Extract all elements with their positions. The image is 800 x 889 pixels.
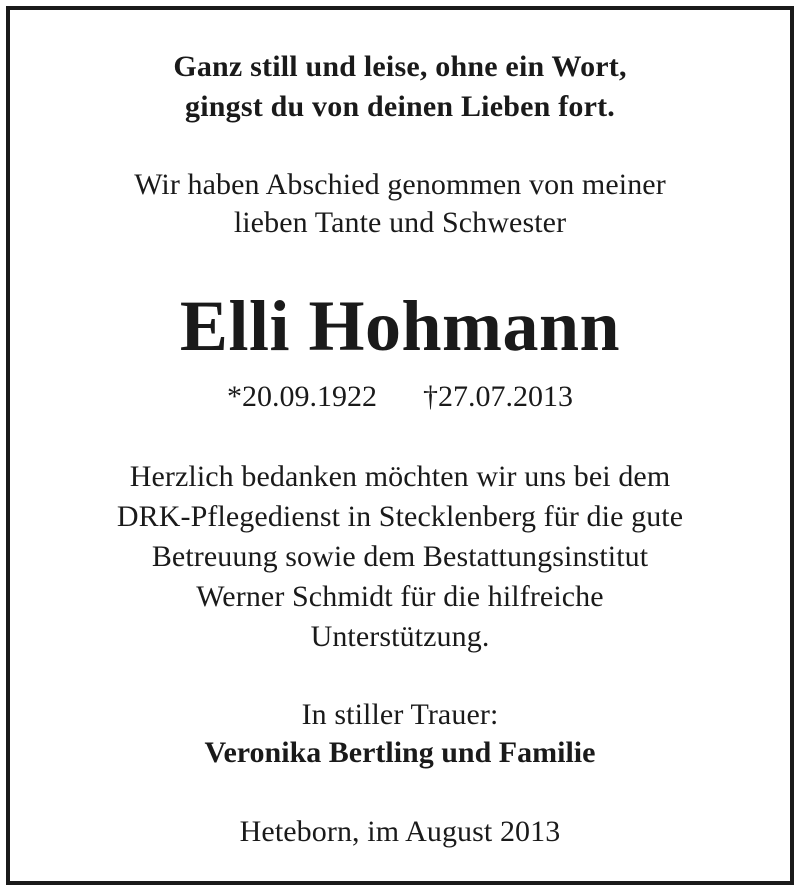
obituary-notice <box>6 6 794 885</box>
life-dates <box>10 380 790 414</box>
poem-line-2: gingst du von deinen Lieben fort. <box>185 90 615 123</box>
place-date: Heteborn, im August 2013 <box>239 815 561 848</box>
poem-line-1: Ganz still und leise, ohne ein Wort, <box>173 50 627 83</box>
death-date: †27.07.2013 <box>423 380 573 413</box>
family-signature: Veronika Bertling und Familie <box>204 736 596 769</box>
thanks-line-3: Betreuung sowie dem Bestattungsinstitut <box>151 540 649 573</box>
birth-date: *20.09.1922 <box>227 380 377 413</box>
intro-line-1: Wir haben Abschied genommen von meiner <box>134 168 666 201</box>
thanks-line-2: DRK-Pflegedienst in Stecklenberg für die gute <box>116 500 684 533</box>
thanks-line-4: Werner Schmidt für die hilfreiche <box>196 580 604 613</box>
thanks-line-1: Herzlich bedanken möchten wir uns bei dem <box>129 460 671 493</box>
thanks-line-5: Unterstützung. <box>310 620 490 653</box>
deceased-name: Elli Hohmann <box>179 286 621 366</box>
intro-line-2: lieben Tante und Schwester <box>233 206 567 239</box>
mourning-label: In stiller Trauer: <box>301 698 499 731</box>
